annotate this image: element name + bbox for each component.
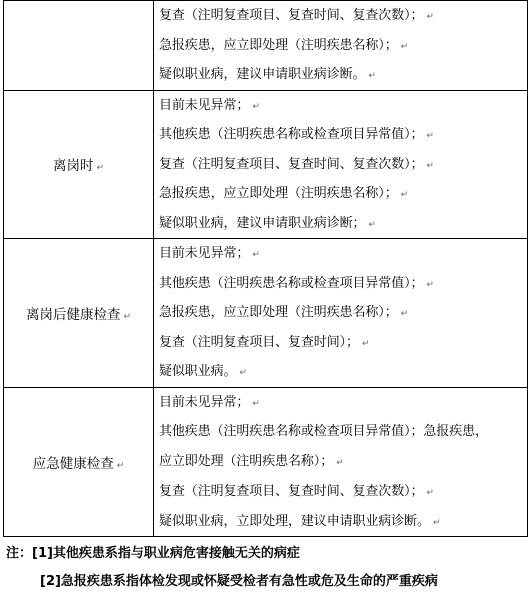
- paragraph-mark-icon: ↵: [426, 131, 434, 141]
- paragraph-mark-icon: ↵: [400, 190, 409, 200]
- paragraph-mark-icon: ↵: [361, 338, 370, 349]
- row-label-cell: [4, 90, 154, 239]
- conclusion-item: [159, 388, 527, 418]
- conclusion-item-text: 疑似职业病，建议申请职业病诊断。: [159, 67, 366, 82]
- table-row: [4, 90, 528, 239]
- paragraph-mark-icon: ↵: [252, 101, 260, 112]
- conclusion-item: [159, 120, 527, 150]
- paragraph-mark-icon: ↵: [400, 41, 409, 52]
- paragraph-mark-icon: ↵: [368, 71, 376, 81]
- row-label-cell: [4, 387, 154, 537]
- conclusion-item: [159, 31, 527, 61]
- conclusion-item-text: 疑似职业病。: [159, 364, 237, 379]
- conclusion-item-text: 目前未见异常；: [159, 246, 250, 261]
- row-label-cell: [4, 239, 154, 388]
- conclusion-items-cell: [154, 387, 528, 537]
- paragraph-mark-icon: ↵: [96, 163, 105, 174]
- conclusion-item-text: 应立即处理（注明疾患名称）；: [159, 454, 334, 470]
- conclusion-item-text: 复查（注明复查项目、复查时间）；: [159, 334, 359, 350]
- table-row: [4, 1, 528, 91]
- conclusion-item: [159, 150, 527, 180]
- conclusion-item: [159, 507, 527, 537]
- conclusion-item: [159, 417, 527, 447]
- conclusion-item: [159, 209, 527, 239]
- conclusion-items-cell: [154, 1, 528, 91]
- paragraph-mark-icon: ↵: [426, 12, 434, 22]
- conclusion-item-text: 疑似职业病，建议申请职业病诊断；: [159, 215, 366, 231]
- conclusion-item-text: 其他疾患（注明疾患名称或检查项目异常值）；急报疾患，: [159, 424, 488, 440]
- paragraph-mark-icon: ↵: [368, 219, 376, 230]
- table-row: [4, 387, 528, 537]
- note-line: 注：[1]其他疾患系指与职业病危害接触无关的病症: [6, 546, 300, 561]
- conclusion-item: [159, 328, 527, 358]
- conclusion-item-text: 疑似职业病，立即处理，建议申请职业病诊断。: [159, 513, 430, 529]
- conclusion-item-text: 复查（注明复查项目、复查时间、复查次数）；: [159, 156, 424, 172]
- conclusion-item-text: 急报疾患，应立即处理（注明疾患名称）；: [159, 186, 398, 201]
- conclusion-item: [159, 60, 527, 90]
- conclusion-items-cell: [154, 90, 528, 239]
- paragraph-mark-icon: ↵: [426, 487, 434, 498]
- conclusion-item: [159, 447, 527, 477]
- conclusion-item: [159, 91, 527, 121]
- paragraph-mark-icon: ↵: [426, 279, 434, 290]
- row-label: 离岗时: [52, 158, 94, 175]
- conclusion-item: [159, 477, 527, 507]
- paragraph-mark-icon: ↵: [252, 250, 260, 260]
- conclusion-item: [159, 269, 527, 299]
- paragraph-mark-icon: ↵: [123, 311, 132, 322]
- table-notes: [6, 540, 526, 596]
- conclusion-item-text: 目前未见异常；: [159, 97, 250, 113]
- paragraph-mark-icon: ↵: [336, 458, 344, 469]
- row-label: 应急健康检查: [32, 455, 114, 472]
- row-label: 离岗后健康检查: [25, 306, 121, 323]
- table-row: [4, 239, 528, 388]
- conclusion-item: [159, 239, 527, 269]
- conclusion-item-text: 目前未见异常；: [159, 394, 250, 410]
- conclusion-item: [159, 298, 527, 328]
- conclusion-item: [159, 1, 527, 31]
- conclusion-items-cell: [154, 239, 528, 388]
- conclusion-item: [159, 179, 527, 209]
- exam-conclusion-table: [3, 0, 528, 537]
- conclusion-item-text: 复查（注明复查项目、复查时间、复查次数）；: [159, 483, 424, 499]
- conclusion-item: [159, 357, 527, 387]
- paragraph-mark-icon: ↵: [116, 460, 125, 471]
- paragraph-mark-icon: ↵: [400, 309, 409, 319]
- paragraph-mark-icon: ↵: [432, 517, 441, 528]
- paragraph-mark-icon: ↵: [239, 368, 247, 378]
- conclusion-item-text: 复查（注明复查项目、复查时间、复查次数）；: [159, 8, 424, 23]
- paragraph-mark-icon: ↵: [252, 398, 260, 409]
- conclusion-item-text: 急报疾患，应立即处理（注明疾患名称）；: [159, 305, 398, 320]
- paragraph-mark-icon: ↵: [426, 160, 434, 171]
- conclusion-item-text: 急报疾患，应立即处理（注明疾患名称）；: [159, 37, 398, 53]
- conclusion-item-text: 其他疾患（注明疾患名称或检查项目异常值）；: [159, 127, 424, 142]
- note-line: [2]急报疾患系指体检发现或怀疑受检者有急性或危及生命的严重疾病: [40, 574, 438, 589]
- row-label-cell: [4, 1, 154, 91]
- conclusion-item-text: 其他疾患（注明疾患名称或检查项目异常值）；: [159, 275, 424, 291]
